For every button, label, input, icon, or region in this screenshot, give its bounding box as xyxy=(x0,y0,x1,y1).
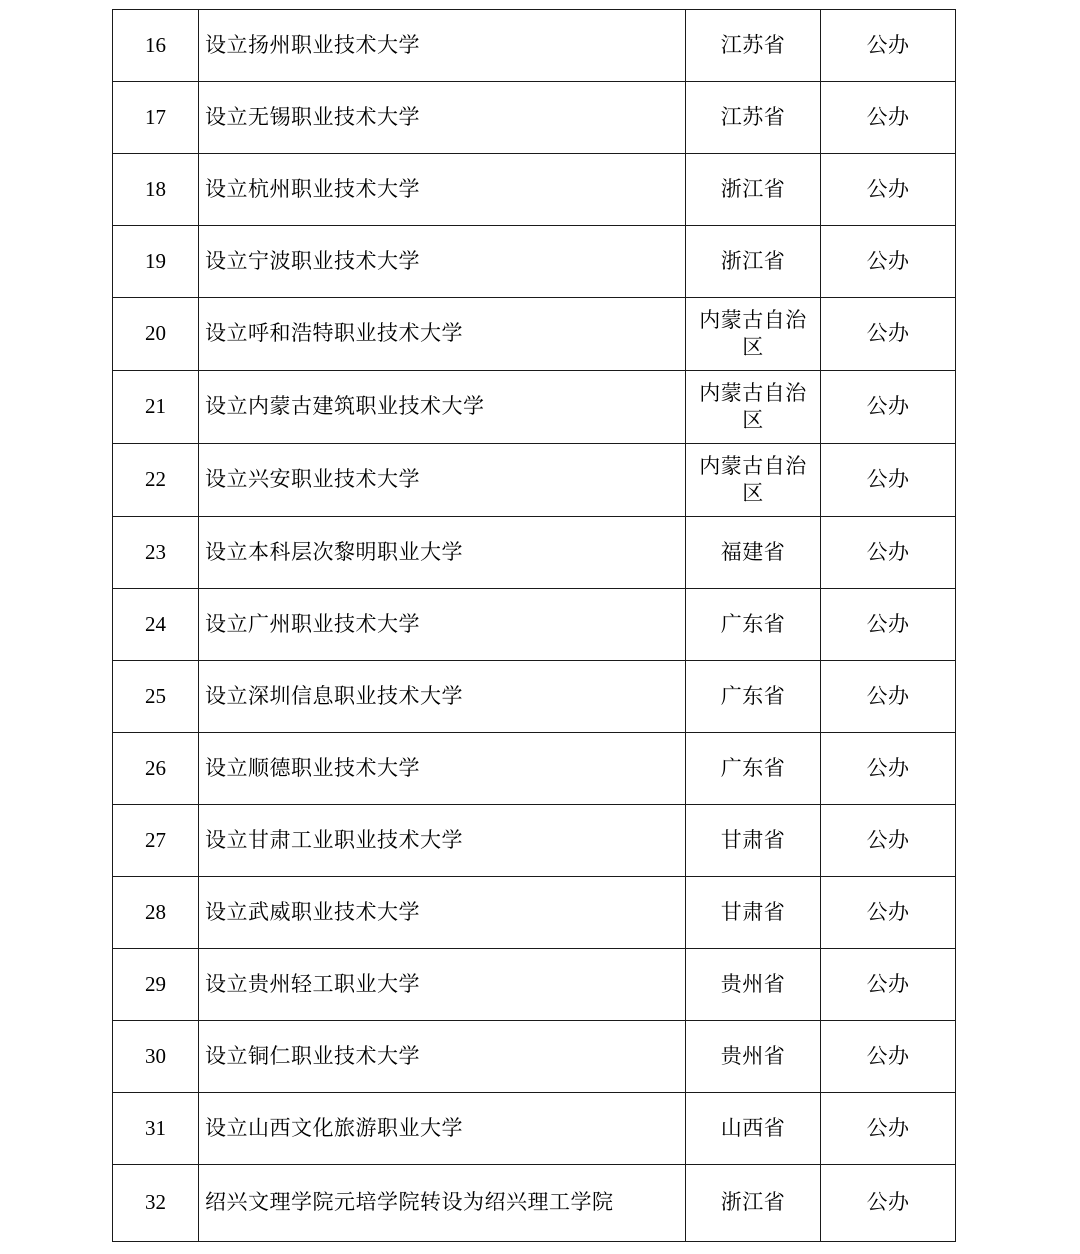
row-number: 31 xyxy=(113,1093,199,1165)
row-province: 广东省 xyxy=(686,589,821,661)
row-number: 24 xyxy=(113,589,199,661)
row-number: 16 xyxy=(113,10,199,82)
row-item-name: 设立扬州职业技术大学 xyxy=(199,10,686,82)
row-school-type: 公办 xyxy=(821,154,956,226)
row-province: 贵州省 xyxy=(686,1021,821,1093)
row-number: 26 xyxy=(113,733,199,805)
row-item-name: 设立贵州轻工职业大学 xyxy=(199,949,686,1021)
row-province: 浙江省 xyxy=(686,226,821,298)
row-item-name: 设立杭州职业技术大学 xyxy=(199,154,686,226)
row-item-name: 设立山西文化旅游职业大学 xyxy=(199,1093,686,1165)
row-province: 甘肃省 xyxy=(686,805,821,877)
row-province-text: 内蒙古自治区 xyxy=(699,454,807,505)
table-row xyxy=(113,82,956,154)
table-row xyxy=(113,589,956,661)
row-school-type: 公办 xyxy=(821,589,956,661)
row-school-type: 公办 xyxy=(821,226,956,298)
row-number: 18 xyxy=(113,154,199,226)
row-province: 江苏省 xyxy=(686,82,821,154)
row-number: 27 xyxy=(113,805,199,877)
row-number: 19 xyxy=(113,226,199,298)
table-row xyxy=(113,10,956,82)
row-number: 20 xyxy=(113,298,199,371)
row-number: 22 xyxy=(113,444,199,517)
table-row xyxy=(113,733,956,805)
table-row xyxy=(113,805,956,877)
table-row xyxy=(113,298,956,371)
row-number: 30 xyxy=(113,1021,199,1093)
row-province xyxy=(686,371,821,444)
row-school-type: 公办 xyxy=(821,1093,956,1165)
row-number: 28 xyxy=(113,877,199,949)
row-province-text: 内蒙古自治区 xyxy=(699,308,807,359)
row-number: 25 xyxy=(113,661,199,733)
row-province: 广东省 xyxy=(686,661,821,733)
university-approval-table xyxy=(112,9,956,1242)
row-school-type: 公办 xyxy=(821,298,956,371)
table-row xyxy=(113,517,956,589)
row-item-name: 设立甘肃工业职业技术大学 xyxy=(199,805,686,877)
row-item-name: 设立本科层次黎明职业大学 xyxy=(199,517,686,589)
row-province xyxy=(686,444,821,517)
table-body xyxy=(113,10,956,1242)
row-school-type: 公办 xyxy=(821,1021,956,1093)
row-number: 32 xyxy=(113,1165,199,1242)
row-school-type: 公办 xyxy=(821,877,956,949)
table-row xyxy=(113,444,956,517)
row-school-type: 公办 xyxy=(821,1165,956,1242)
row-number: 23 xyxy=(113,517,199,589)
row-item-name: 设立铜仁职业技术大学 xyxy=(199,1021,686,1093)
table-row xyxy=(113,661,956,733)
table-row xyxy=(113,1021,956,1093)
row-province: 甘肃省 xyxy=(686,877,821,949)
row-item-name: 设立无锡职业技术大学 xyxy=(199,82,686,154)
row-province: 广东省 xyxy=(686,733,821,805)
row-school-type: 公办 xyxy=(821,661,956,733)
row-school-type: 公办 xyxy=(821,949,956,1021)
table-row xyxy=(113,226,956,298)
row-school-type: 公办 xyxy=(821,517,956,589)
row-province: 贵州省 xyxy=(686,949,821,1021)
row-item-name: 设立广州职业技术大学 xyxy=(199,589,686,661)
row-province: 浙江省 xyxy=(686,1165,821,1242)
row-number: 17 xyxy=(113,82,199,154)
row-item-name: 设立顺德职业技术大学 xyxy=(199,733,686,805)
row-province xyxy=(686,298,821,371)
row-school-type: 公办 xyxy=(821,805,956,877)
table-row xyxy=(113,1093,956,1165)
row-item-name: 设立内蒙古建筑职业技术大学 xyxy=(199,371,686,444)
row-province: 山西省 xyxy=(686,1093,821,1165)
row-item-name: 设立呼和浩特职业技术大学 xyxy=(199,298,686,371)
table-row xyxy=(113,877,956,949)
row-item-name: 设立宁波职业技术大学 xyxy=(199,226,686,298)
row-school-type: 公办 xyxy=(821,82,956,154)
row-province-text: 内蒙古自治区 xyxy=(699,381,807,432)
row-number: 21 xyxy=(113,371,199,444)
row-item-name: 设立武威职业技术大学 xyxy=(199,877,686,949)
row-item-name: 绍兴文理学院元培学院转设为绍兴理工学院 xyxy=(199,1165,686,1242)
row-school-type: 公办 xyxy=(821,733,956,805)
row-province: 江苏省 xyxy=(686,10,821,82)
table-row xyxy=(113,154,956,226)
row-school-type: 公办 xyxy=(821,371,956,444)
row-item-name: 设立深圳信息职业技术大学 xyxy=(199,661,686,733)
table-row xyxy=(113,949,956,1021)
row-province: 福建省 xyxy=(686,517,821,589)
row-school-type: 公办 xyxy=(821,10,956,82)
table-row xyxy=(113,1165,956,1242)
row-item-name: 设立兴安职业技术大学 xyxy=(199,444,686,517)
row-province: 浙江省 xyxy=(686,154,821,226)
row-number: 29 xyxy=(113,949,199,1021)
row-school-type: 公办 xyxy=(821,444,956,517)
table-row xyxy=(113,371,956,444)
